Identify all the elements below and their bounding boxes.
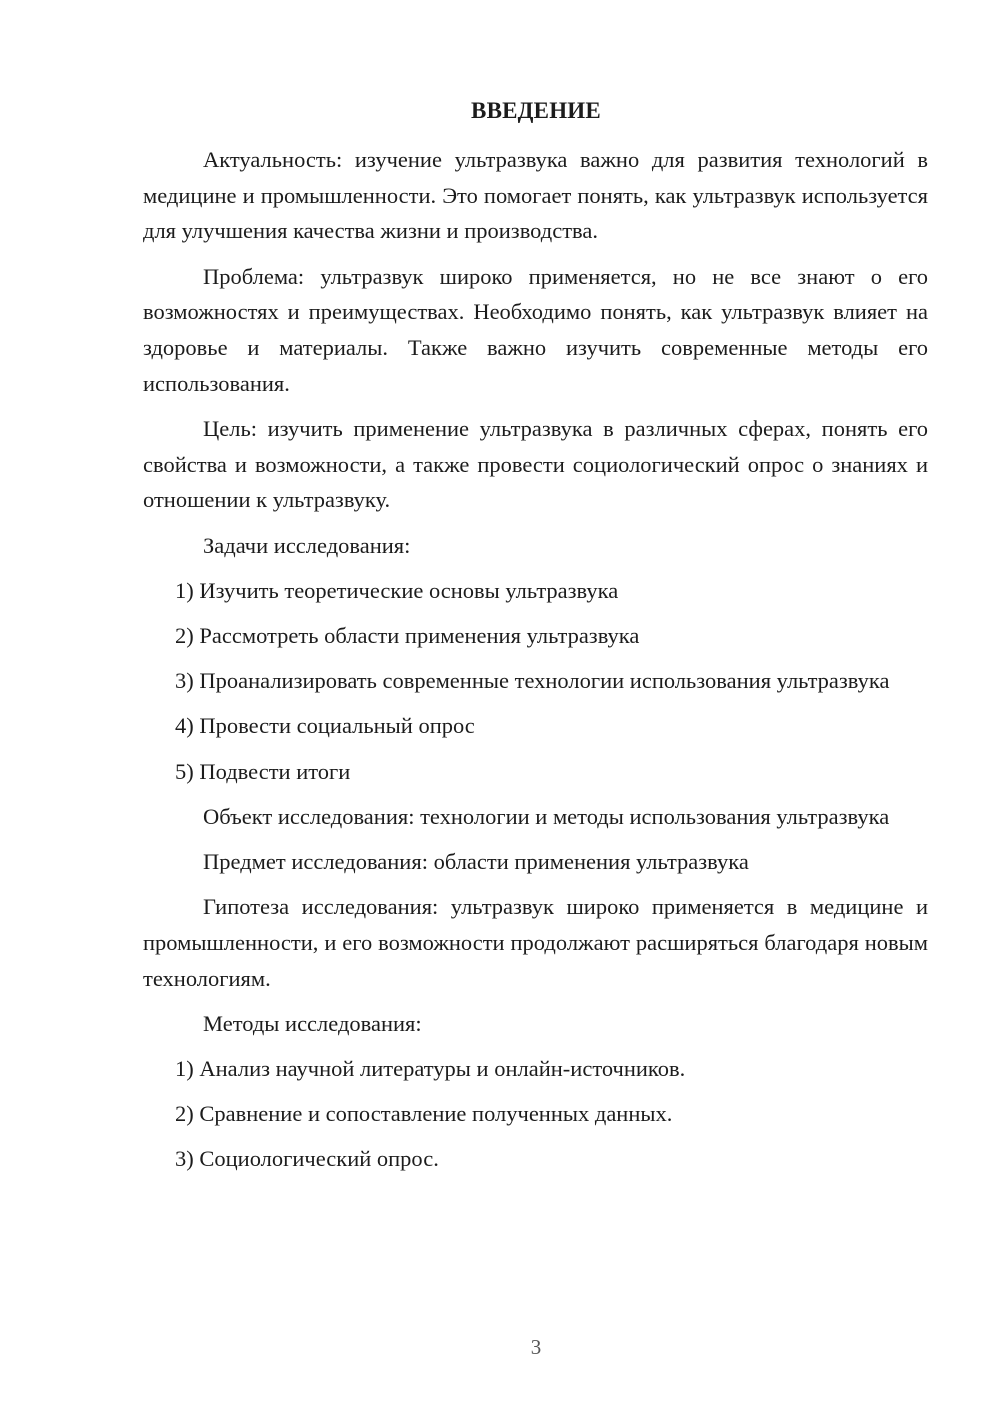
relevance-paragraph: Актуальность: изучение ультразвука важно для развития технологий в медицине и промышленности. Это помогает понять, как ультразвук используется для улучшения качества жизни и производства. [143, 147, 928, 244]
page-title: ВВЕДЕНИЕ [471, 98, 601, 123]
object-paragraph: Объект исследования: технологии и методы использования ультразвука [203, 803, 890, 829]
task-item: 5) Подвести итоги [175, 758, 351, 784]
hypothesis-paragraph: Гипотеза исследования: ультразвук широко применяется в медицине и промышленности, и его возможности продолжают расширяться благодаря новым технологиям. [143, 894, 928, 991]
methods-heading: Методы исследования: [203, 1010, 422, 1036]
method-item: 2) Сравнение и сопоставление полученных данных. [175, 1101, 673, 1127]
goal-paragraph: Цель: изучить применение ультразвука в различных сферах, понять его свойства и возможности, а также провести социологический опрос о знаниях и отношении к ультразвуку. [143, 415, 928, 513]
method-item: 1) Анализ научной литературы и онлайн-источников. [175, 1055, 686, 1081]
subject-paragraph: Предмет исследования: области применения ультразвука [203, 848, 749, 874]
task-item: 2) Рассмотреть области применения ультразвука [175, 622, 640, 648]
page-number: 3 [530, 1335, 542, 1359]
method-item: 3) Социологический опрос. [175, 1146, 439, 1172]
task-item: 3) Проанализировать современные технологии использования ультразвука [175, 668, 890, 694]
tasks-heading: Задачи исследования: [203, 532, 411, 558]
task-item: 1) Изучить теоретические основы ультразвука [175, 577, 619, 603]
problem-paragraph: Проблема: ультразвук широко применяется, но не все знают о его возможностях и преимуществах. Необходимо понять, как ультразвук влияет на здоровье и материалы. Также важно изучить современные методы его использования. [143, 263, 928, 396]
page-content [143, 142, 928, 1187]
task-item: 4) Провести социальный опрос [175, 713, 475, 739]
